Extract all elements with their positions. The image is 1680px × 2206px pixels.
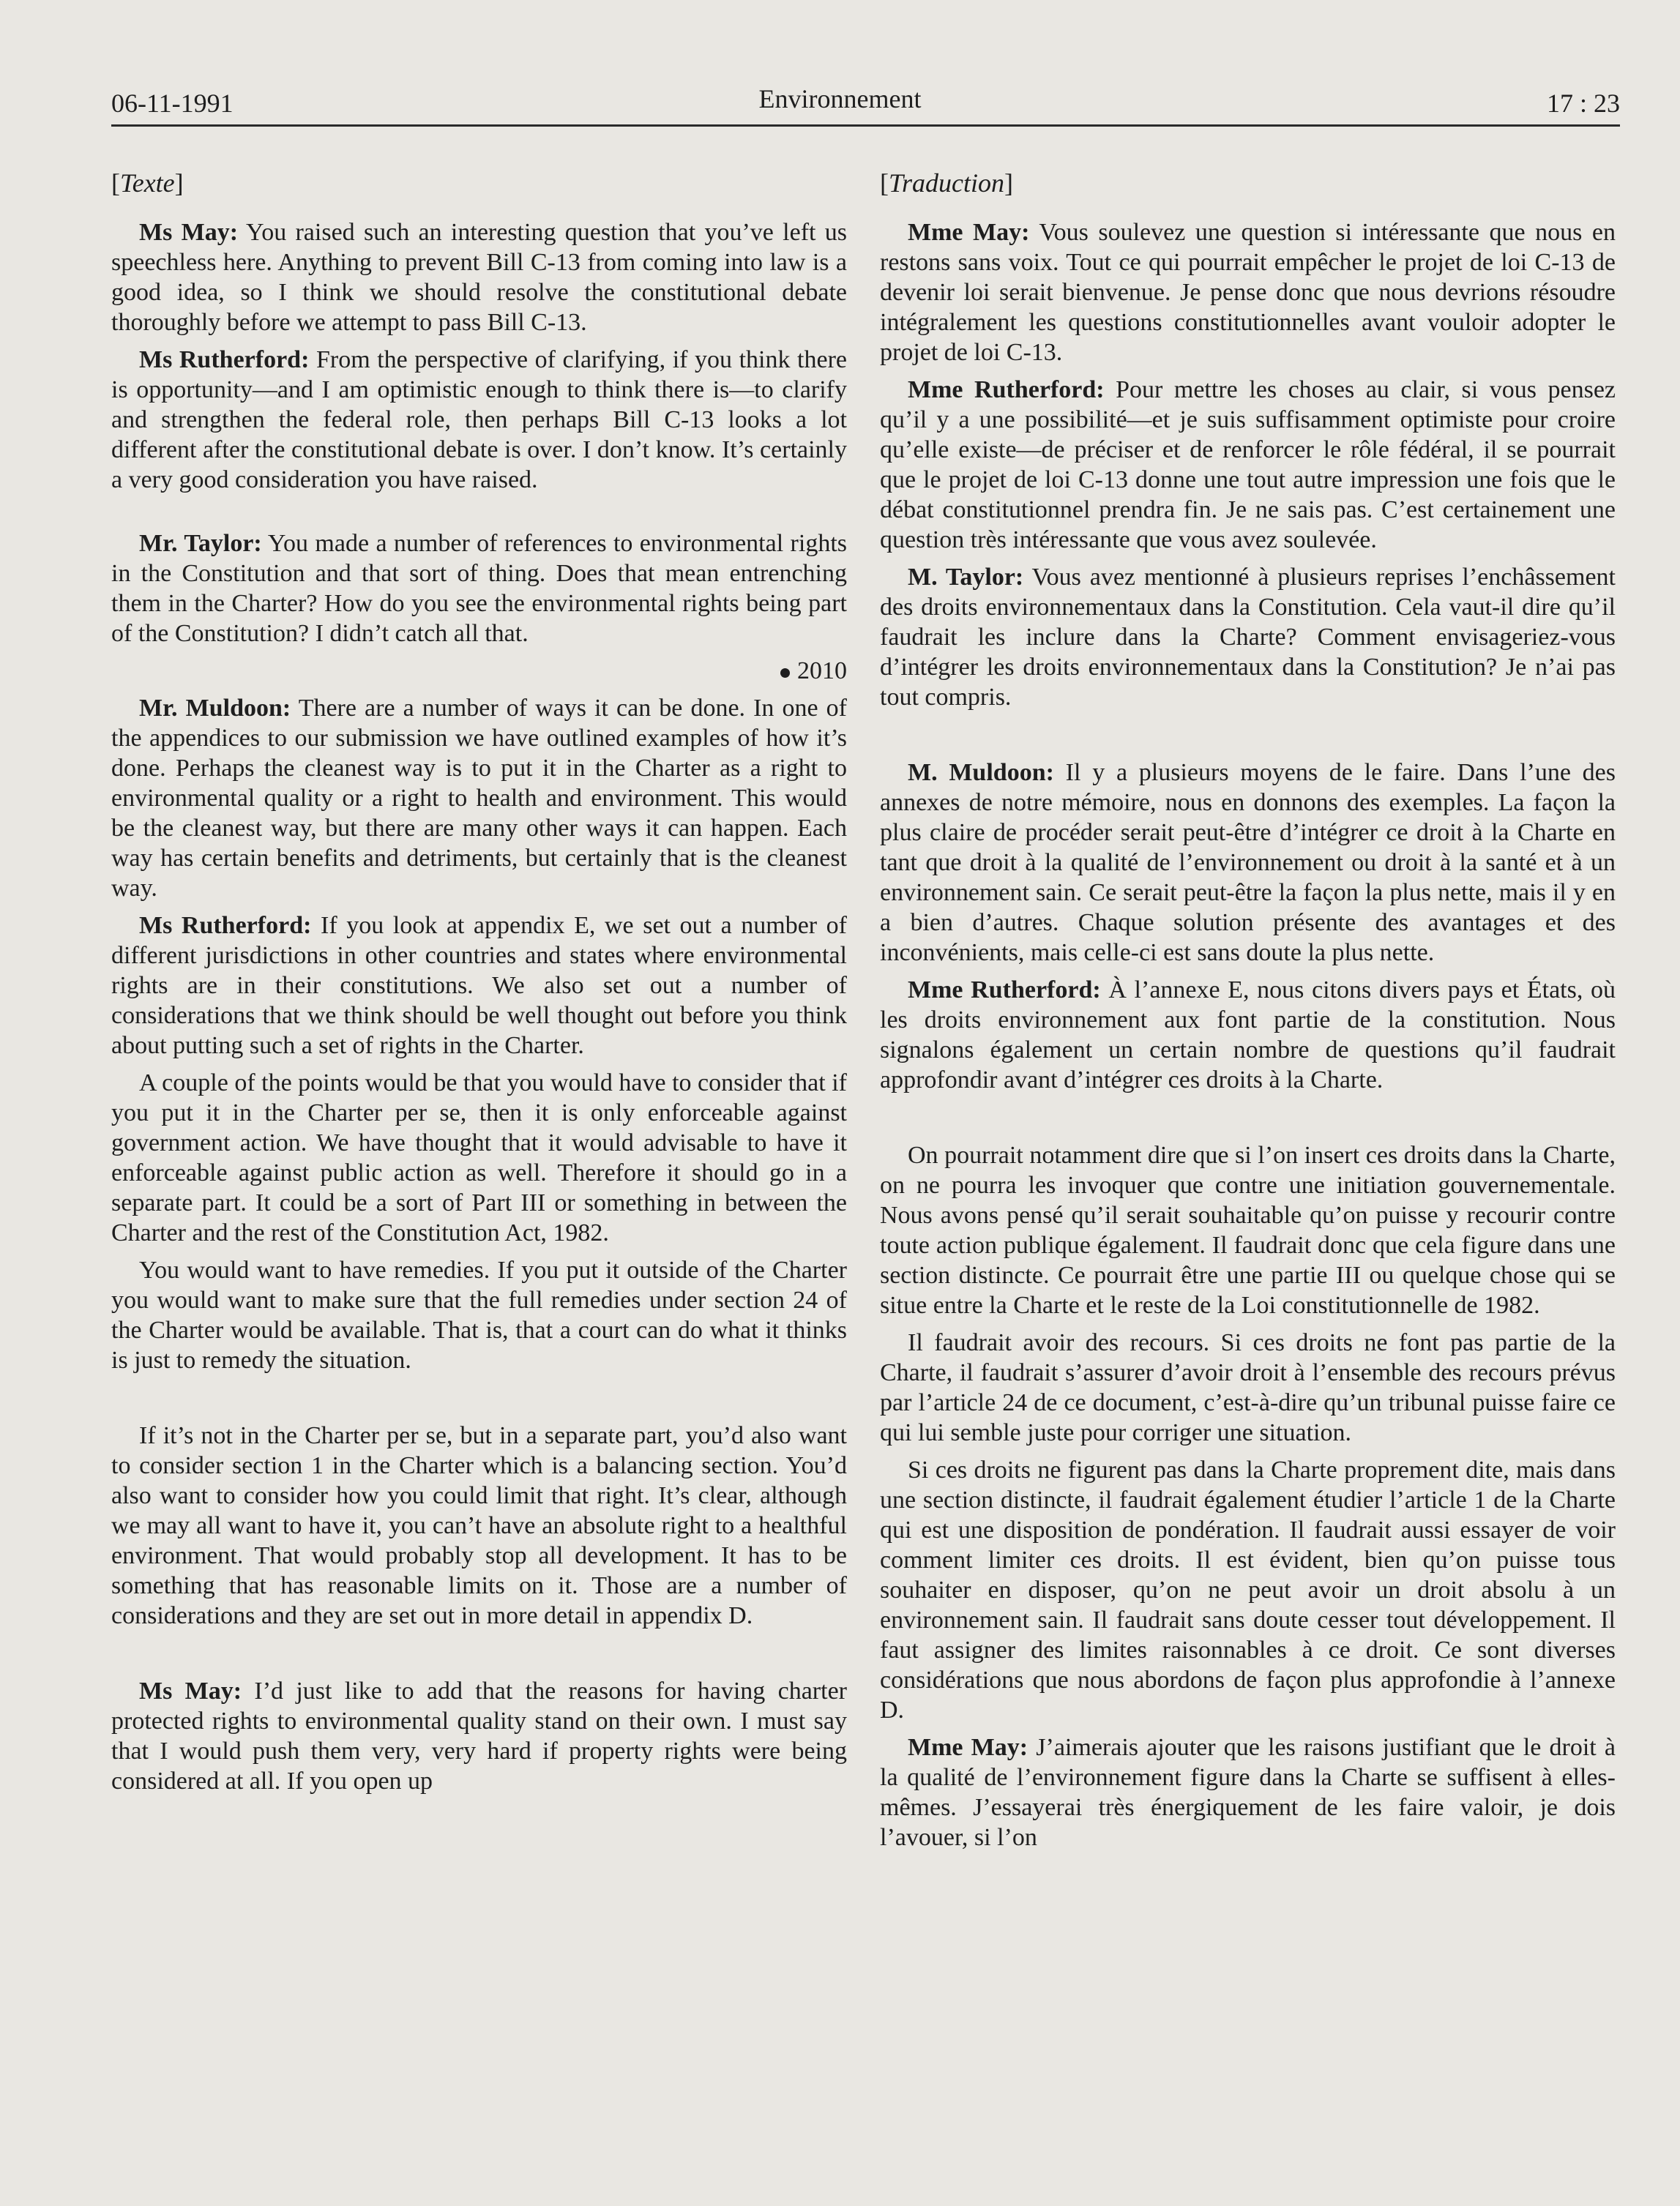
paragraph: On pourrait notamment dire que si l’on insert ces droits dans la Charte, on ne pourra les invoquer que contre une initiation gouvernementale. Nous avons pensé qu’il serait souhaitable qu’on puisse y recourir contre toute action publique également. Il faudrait donc que cela figure dans une section distincte. Ce pourrait être une partie III ou quelque chose qui se situe entre la Charte et le reste de la Loi constitutionnelle de 1982.	[880, 1142, 1616, 1319]
speaker-name: Mr. Muldoon:	[139, 695, 291, 722]
french-column-tag: [Traduction]	[880, 168, 1014, 198]
header-rule	[111, 124, 1620, 127]
english-column	[111, 168, 847, 1803]
header-page-number: 17 : 23	[1546, 89, 1620, 118]
time-marker: 2010	[111, 656, 847, 686]
speaker-name: Ms May:	[139, 219, 239, 246]
speaker-name: M. Taylor:	[908, 564, 1024, 591]
bullet-dot-icon	[780, 668, 790, 678]
english-column-tag: [Texte]	[111, 168, 184, 198]
paragraph: M. Taylor: Vous avez mentionné à plusieurs reprises l’enchâssement des droits environnementaux dans la Constitution. Cela vaut-il dire qu’il faudrait les inclure dans la Charte? Comment envisageriez-vous d’intégrer les droits environnementaux dans la Constitution? Je n’ai pas tout compris.	[880, 564, 1616, 711]
paragraph: You would want to have remedies. If you put it outside of the Charter you would want to make sure that the full remedies under section 24 of the Charter would be available. That is, that a court can do what it thinks is just to remedy the situation.	[111, 1257, 847, 1374]
french-column	[880, 168, 1616, 1860]
paragraph: Mme Rutherford: À l’annexe E, nous citons divers pays et États, où les droits environnement aux font partie de la constitution. Nous signalons également un certain nombre de questions qu’il faudrait approfondir avant d’intégrer ces droits à la Charte.	[880, 976, 1616, 1093]
speaker-name: Ms Rutherford:	[139, 346, 310, 373]
paragraph: Mme May: J’aimerais ajouter que les raisons justifiant que le droit à la qualité de l’environnement figure dans la Charte se suffisent à elles-mêmes. J’essayerai très énergiquement de les faire valoir, je dois l’avouer, si l’on	[880, 1734, 1616, 1851]
speaker-name: Ms Rutherford:	[139, 912, 312, 939]
paragraph: If it’s not in the Charter per se, but in a separate part, you’d also want to consider section 1 in the Charter which is a balancing section. You’d also want to consider how you could limit that right. It’s clear, although we may all want to have it, you can’t have an absolute right to a healthful environment. That would probably stop all development. It has to be something that has reasonable limits on it. Those are a number of considerations and they are set out in more detail in appendix D.	[111, 1422, 847, 1629]
speaker-name: Mme May:	[908, 219, 1030, 246]
paragraph: Il faudrait avoir des recours. Si ces droits ne font pas partie de la Charte, il faudrait s’assurer d’avoir droit à l’ensemble des recours prévus par l’article 24 de ce document, c’est-à-dire qu’un tribunal puisse faire ce qui lui semble juste pour corriger une situation.	[880, 1329, 1616, 1446]
speaker-name: Mme May:	[908, 1734, 1028, 1761]
paragraph: Mr. Taylor: You made a number of references to environmental rights in the Constitution and that sort of thing. Does that mean entrenching them in the Charter? How do you see the environmental rights being part of the Constitution? I didn’t catch all that.	[111, 530, 847, 647]
paragraph: Ms Rutherford: From the perspective of clarifying, if you think there is opportunity—and I am optimistic enough to think there is—to clarify and strengthen the federal role, then perhaps Bill C-13 looks a lot different after the constitutional debate is over. I don’t know. It’s certainly a very good consideration you have raised.	[111, 346, 848, 493]
paragraph: Mr. Muldoon: There are a number of ways it can be done. In one of the appendices to our submission we have outlined examples of how it’s done. Perhaps the cleanest way is to put it in the Charter as a right to environmental quality or a right to health and environment. This would be the cleanest way, but there are many other ways it can happen. Each way has certain benefits and detriments, but certainly that is the cleanest way.	[111, 695, 847, 902]
paragraph: Mme Rutherford: Pour mettre les choses au clair, si vous pensez qu’il y a une possibilité—et je suis suffisamment optimiste pour croire qu’elle existe—de préciser et de renforcer le rôle fédéral, il se pourrait que le projet de loi C-13 donne une tout autre impression une fois que le débat constitutionnel prendra fin. Je ne sais pas. C’est certainement une question très intéressante que vous avez soulevée.	[880, 376, 1616, 553]
paragraph: Si ces droits ne figurent pas dans la Charte proprement dite, mais dans une section distincte, il faudrait également étudier l’article 1 de la Charte qui est une disposition de pondération. Il faudrait aussi essayer de voir comment limiter ces droits. Il est évident, bien qu’on puisse tous souhaiter en disposer, qu’on ne peut avoir un droit absolu à un environnement sain. Il faudrait sans doute cesser tout développement. Il faut assigner des limites raisonnables à ce droit. Ce sont diverses considérations que nous abordons de façon plus approfondie à l’annexe D.	[880, 1457, 1616, 1724]
paragraph: Mme May: Vous soulevez une question si intéressante que nous en restons sans voix. Tout ce qui pourrait empêcher le projet de loi C-13 de devenir loi serait bienvenue. Je pense donc que nous devrions résoudre intégralement les questions constitutionnelles avant vouloir adopter le projet de loi C-13.	[880, 219, 1616, 366]
paragraph: Ms May: You raised such an interesting question that you’ve left us speechless here. Anything to prevent Bill C-13 from coming into law is a good idea, so I think we should resolve the constitutional debate thoroughly before we attempt to pass Bill C-13.	[111, 219, 847, 336]
paragraph: Ms Rutherford: If you look at appendix E, we set out a number of different jurisdictions in other countries and states where environmental rights are in their constitutions. We also set out a number of considerations that we think should be well thought out before you think about putting such a set of rights in the Charter.	[111, 912, 848, 1059]
header-date: 06-11-1991	[111, 89, 234, 118]
paragraph: A couple of the points would be that you would have to consider that if you put it in the Charter per se, then it is only enforceable against government action. We have thought that it would advisable to have it enforceable against public action as well. Therefore it should go in a separate part. It could be a sort of Part III or something in between the Charter and the rest of the Constitution Act, 1982.	[111, 1069, 847, 1246]
speaker-name: Ms May:	[139, 1678, 242, 1705]
speaker-name: Mme Rutherford:	[908, 976, 1101, 1003]
paragraph: Ms May: I’d just like to add that the reasons for having charter protected rights to environmental quality stand on their own. I must say that I would push them very, very hard if property rights were being considered at all. If you open up	[111, 1678, 847, 1795]
header-title: Environnement	[758, 84, 922, 113]
speaker-name: Mr. Taylor:	[139, 530, 262, 557]
paragraph: M. Muldoon: Il y a plusieurs moyens de le faire. Dans l’une des annexes de notre mémoire, nous en donnons des exemples. La façon la plus claire de procéder serait peut-être d’intégrer ce droit à la Charte en tant que droit à la qualité de l’environnement ou droit à la santé et à un environnement sain. Ce serait peut-être la façon la plus nette, mais il y en a bien d’autres. Chaque solution présente des avantages et des inconvénients, mais celle-ci est sans doute la plus nette.	[880, 759, 1616, 966]
speaker-name: M. Muldoon:	[908, 759, 1054, 786]
speaker-name: Mme Rutherford:	[908, 376, 1105, 403]
